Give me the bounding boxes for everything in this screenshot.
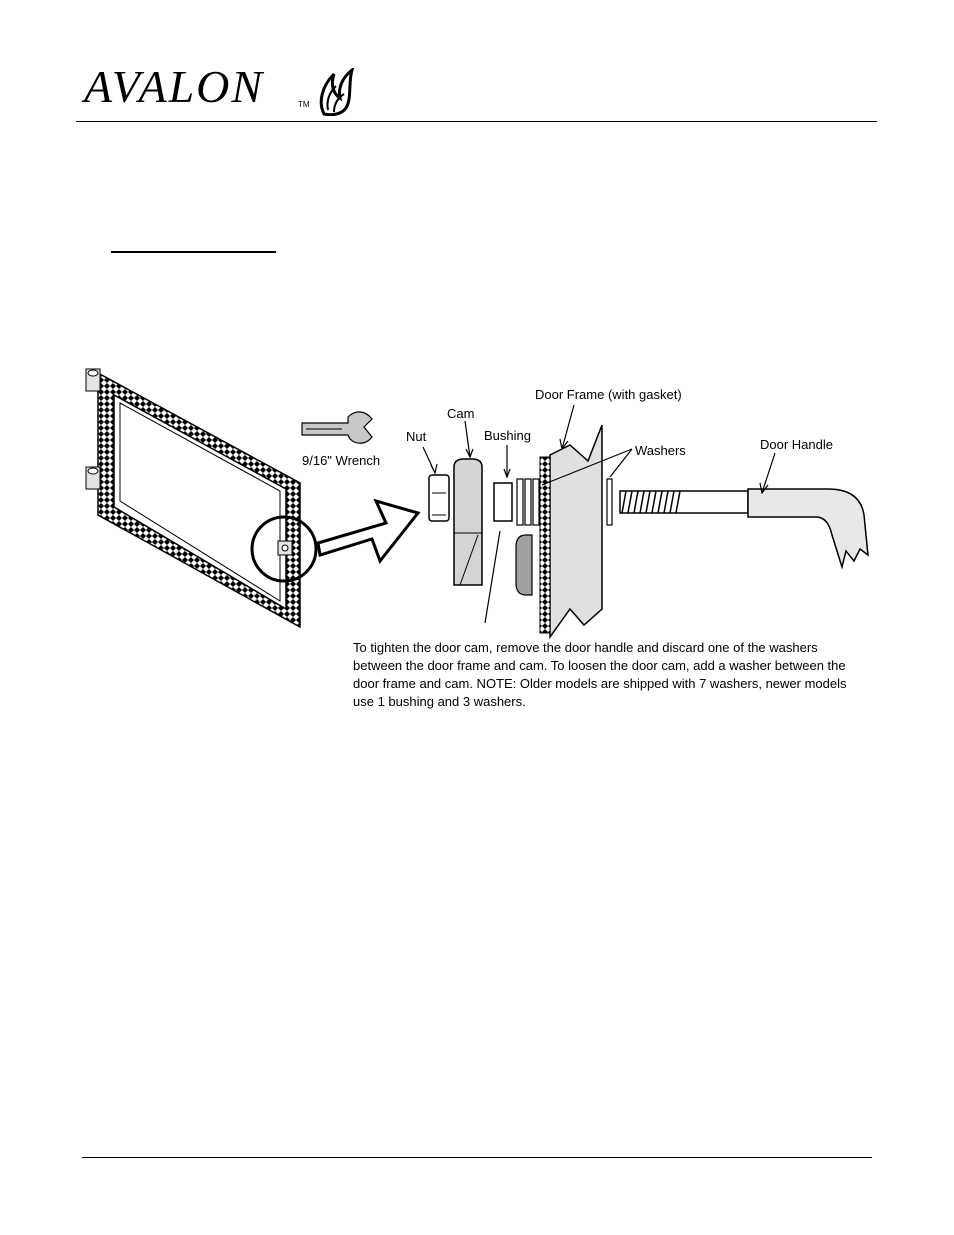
washer-3 <box>533 479 539 525</box>
washer-1 <box>517 479 523 525</box>
handle-rod <box>620 491 748 513</box>
wrench-illustration <box>302 412 372 443</box>
label-door-handle: Door Handle <box>760 437 833 452</box>
zoom-arrow <box>318 501 418 561</box>
cam-part <box>454 459 482 585</box>
avalon-logo <box>84 62 364 118</box>
diagram-drawing <box>80 365 880 645</box>
header-rule <box>76 121 877 122</box>
bushing-part <box>494 483 512 521</box>
washer-2 <box>525 479 531 525</box>
washer-4 <box>607 479 612 525</box>
diagram-caption: To tighten the door cam, remove the door handle and discard one of the washers between the door frame and cam. To loosen the door cam, add a washer between the door frame and cam. NOTE: Older models are shipped with 7 washers, newer models use 1 bushing and 3 washers. <box>353 640 847 709</box>
flame-leaf-icon <box>316 68 356 116</box>
door-cam-diagram <box>80 365 880 645</box>
label-bushing: Bushing <box>484 428 531 443</box>
handle-grip <box>748 489 868 567</box>
door-frame-section <box>550 425 602 637</box>
cam-lobe <box>516 535 532 595</box>
label-cam: Cam <box>447 406 475 421</box>
logo-wordmark: AVALON <box>84 61 265 112</box>
label-nut: Nut <box>406 429 427 444</box>
label-washers: Washers <box>635 443 686 458</box>
section-heading-underline <box>111 251 276 253</box>
footer-rule <box>82 1157 872 1158</box>
logo-trademark: TM <box>298 100 310 109</box>
label-wrench: 9/16" Wrench <box>302 453 381 468</box>
door-frame-illustration <box>86 369 316 627</box>
nut-part <box>429 475 449 521</box>
label-door-frame: Door Frame (with gasket) <box>535 387 682 402</box>
